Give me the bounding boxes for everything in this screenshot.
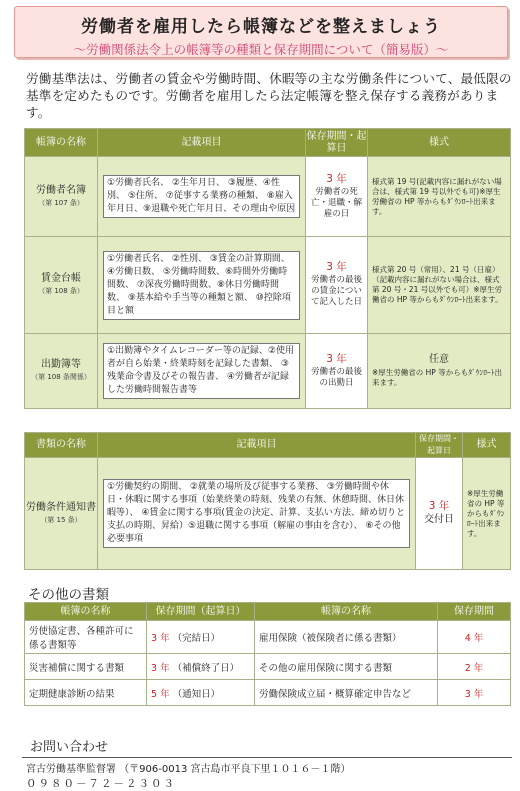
other-left-period: 5 年 xyxy=(151,688,170,700)
ledger-period-cell xyxy=(306,334,368,409)
ledger-law: （第 108 条） xyxy=(38,287,84,295)
ledger-law: （第 108 条関係） xyxy=(31,373,91,381)
other-left-name: 労使協定書、各種許可に係る書類等 xyxy=(25,621,147,654)
ledger-period-note: 労働者の最後の賃金について記入した日 xyxy=(310,275,362,307)
ledger-items-cell xyxy=(98,334,306,409)
other-header-period-left: 保存期間（起算日） xyxy=(147,603,255,621)
document-name: 労働条件通知書 xyxy=(26,501,96,513)
other-row xyxy=(25,621,511,654)
other-left-note: （完結日） xyxy=(172,633,221,644)
document-header-items: 記載項目 xyxy=(98,433,416,458)
ledger-row xyxy=(25,157,511,237)
other-left-period-cell xyxy=(147,680,255,706)
ledger-form-title: 任意 xyxy=(429,353,449,365)
ledger-period: 3 年 xyxy=(326,261,347,273)
other-header-name-left: 帳簿の名称 xyxy=(25,603,147,621)
ledger-form-cell xyxy=(368,334,511,409)
other-right-name: 労働保険成立届・概算確定申告など xyxy=(255,680,438,706)
document-law: （第 15 条） xyxy=(40,515,82,524)
ledger-items-cell xyxy=(98,157,306,237)
ledger-items: ①労働者氏名、 ②性別、 ③賃金の計算期間、 ④労働日数、 ⑤労働時間数、⑥時間外労働時間数、 ⑦深夜労働時間数、⑧休日労働時間数、 ⑨基本給や手当等の種類と額、 ⑩控除項目と額 xyxy=(103,251,300,320)
other-header-name-right: 帳簿の名称 xyxy=(255,603,438,621)
ledger-name: 労働者名簿 xyxy=(36,184,86,196)
ledger-form: ※厚生労働省の HP 等からもﾀﾞｳﾝﾛｰﾄ出来ます。 xyxy=(372,367,502,387)
inquiry-title: お問い合わせ xyxy=(22,736,512,758)
inquiry-phone: ０９８０－７２－２３０３ xyxy=(26,778,176,790)
document-period: 3 年 xyxy=(428,500,450,512)
other-right-period: 4 年 xyxy=(438,621,511,654)
ledger-form-cell xyxy=(368,237,511,334)
document-period-cell xyxy=(416,458,463,570)
other-left-name: 災害補償に関する書類 xyxy=(25,654,147,680)
other-left-period-cell xyxy=(147,654,255,680)
document-header-form: 様式 xyxy=(463,433,511,458)
document-name-cell xyxy=(25,458,98,570)
document-row xyxy=(25,458,511,570)
other-left-period-cell xyxy=(147,621,255,654)
document-period-note: 交付日 xyxy=(424,514,454,525)
other-left-period: 3 年 xyxy=(151,662,170,674)
ledger-header-form: 様式 xyxy=(368,129,511,157)
other-right-period: 3 年 xyxy=(438,680,511,706)
inquiry-address: 宮古労働基準監督署 （〒906-0013 宮古島市平良下里１０１６－１階） xyxy=(26,764,351,775)
page-subtitle: ～労働関係法令上の帳簿等の種類と保存期間について（簡易版）～ xyxy=(73,42,449,57)
page-title: 労働者を雇用したら帳簿などを整えましょう xyxy=(81,17,441,37)
ledger-form: 様式第 20 号（常用）、21 号（日雇）（記載内容に漏れがない場合は、様式第 20 号・21 号以外でも可）※厚生労働省の HP 等からもﾀﾞｳﾝﾛｰﾄ出来ます。 xyxy=(372,265,503,304)
intro-text: 労働基準法は、労働者の賃金や労働時間、休暇等の主な労働条件について、最低限の基準を定めたものです。労働者を雇用したら法定帳簿を整え保存する義務があります。 xyxy=(26,71,512,120)
document-items-cell xyxy=(98,458,416,570)
other-header-period-right: 保存期間 xyxy=(438,603,511,621)
ledger-name: 賃金台帳 xyxy=(41,273,81,284)
ledger-row xyxy=(25,334,511,409)
other-right-period: 2 年 xyxy=(438,654,511,680)
ledger-period-cell xyxy=(306,237,368,334)
ledger-name: 出勤簿等 xyxy=(41,359,81,370)
ledger-table xyxy=(24,128,511,409)
other-row xyxy=(25,654,511,680)
other-left-note: （補償終了日） xyxy=(172,662,240,674)
other-table xyxy=(24,602,511,706)
ledger-name-cell xyxy=(25,237,98,334)
ledger-header-items: 記載項目 xyxy=(98,129,306,157)
other-left-name: 定期健康診断の結果 xyxy=(25,680,147,706)
other-left-note: （通知日） xyxy=(172,688,221,700)
other-left-period: 3 年 xyxy=(151,633,170,644)
other-section-title: その他の書類 xyxy=(28,587,109,603)
ledger-law: （第 107 条） xyxy=(38,198,84,207)
document-header-name: 書類の名称 xyxy=(25,433,98,458)
other-right-name: その他の雇用保険に関する書類 xyxy=(255,654,438,680)
ledger-items: ①出勤簿やタイムレコーダー等の記録、②使用者が自ら始業・終業時刻を記録した書類、 ③残業命令書及びその報告書、 ④労働者が記録した労働時間報告書等 xyxy=(103,343,300,399)
title-banner xyxy=(14,6,508,58)
ledger-form: 様式第 19 号(記載内容に漏れがない場合は、様式第 19 号以外でも可)※厚生労働省の HP 等からもﾀﾞｳﾝﾛｰﾄ出来ます。 xyxy=(372,176,502,216)
ledger-form-cell xyxy=(368,157,511,237)
ledger-period-note: 労働者の死亡・退職・解雇の日 xyxy=(310,186,362,219)
document-form: ※厚生労働省の HP 等からもﾀﾞｳﾝﾛｰﾄ出来ます。 xyxy=(467,488,505,538)
document-form-cell xyxy=(463,458,511,570)
document-table xyxy=(24,432,511,570)
other-row xyxy=(25,680,511,706)
ledger-name-cell xyxy=(25,334,98,409)
ledger-period-note: 労働者の最後の出勤日 xyxy=(310,366,362,388)
ledger-period: 3 年 xyxy=(326,172,347,185)
document-header-period: 保存期間・起算日 xyxy=(416,433,463,458)
ledger-header-name: 帳簿の名称 xyxy=(25,129,98,157)
other-right-name: 雇用保険（被保険者に係る書類） xyxy=(255,621,438,654)
ledger-period-cell xyxy=(306,157,368,237)
ledger-row xyxy=(25,237,511,334)
ledger-items-cell xyxy=(98,237,306,334)
ledger-items: ①労働者氏名、 ②生年月日、 ③履歴、④性別、 ⑤住所、 ⑦従事する業務の種類、 ⑧雇入年月日、⑨退職や死亡年月日、その理由や原因 xyxy=(103,175,300,218)
ledger-name-cell xyxy=(25,157,98,237)
ledger-period: 3 年 xyxy=(326,352,347,365)
inquiry-section xyxy=(22,736,512,791)
document-items: ①労働契約の期間、 ②就業の場所及び従事する業務、 ③労働時間や休日・休暇に関する事項（始業終業の時刻、残業の有無、休憩時間、休日休暇等）、 ④賃金に関する事項(賃金の決定、計算、支払い方法、締め切りと支払の時期、昇給）⑤退職に関する事項（解雇の事由を含む）、 ⑥その他必要事項 xyxy=(103,479,410,548)
ledger-header-period: 保存期間・起算日 xyxy=(306,129,368,157)
